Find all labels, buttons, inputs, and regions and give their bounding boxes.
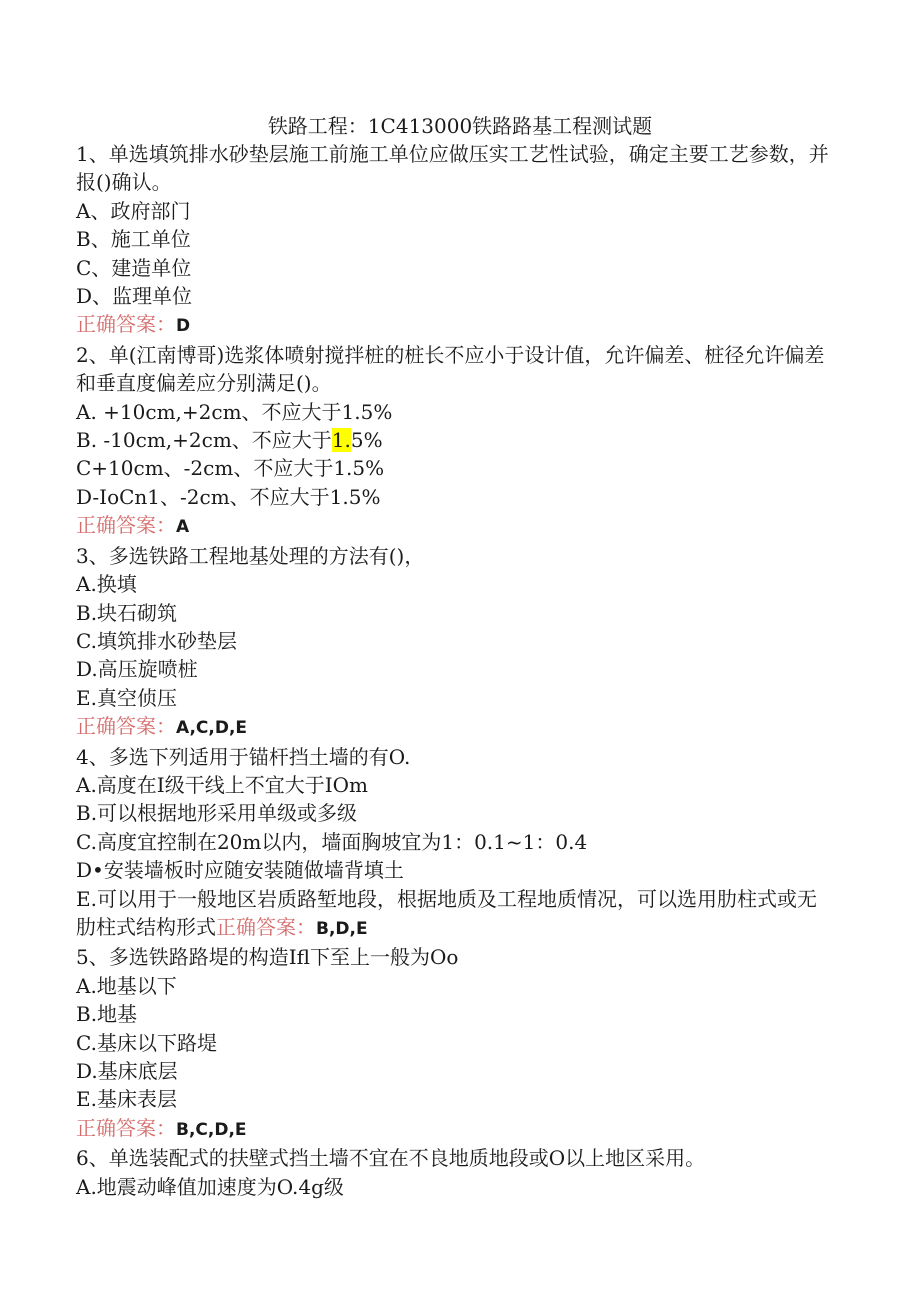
q1-answer-value: D xyxy=(176,316,191,337)
q3-option-a: A.换填 xyxy=(76,572,137,597)
q2-stem: 2、单(江南博哥)选浆体喷射搅拌桩的桩长不应小于设计值，允许偏差、桩径允许偏差和垂直度偏差应分别满足()。 xyxy=(76,342,825,396)
q2-option-b xyxy=(76,426,836,454)
q3-option-e: E.真空侦压 xyxy=(76,685,177,710)
q4-option-b: B.可以根据地形采用单级或多级 xyxy=(76,801,358,826)
q4-stem: 4、多选下列适用于锚杆挡土墙的有O. xyxy=(76,744,411,769)
q5-option-b: B.地基 xyxy=(76,1002,138,1027)
q1-option-c: C、建造单位 xyxy=(76,255,192,280)
q1-option-a: A、政府部门 xyxy=(76,198,191,223)
q2-option-b-text: B. -10cm,+2cm、不应大于 xyxy=(76,428,332,453)
q1-option-d: D、监理单位 xyxy=(76,284,193,309)
q3-option-c: C.填筑排水砂垫层 xyxy=(76,628,237,653)
q6-stem: 6、单选装配式的扶壁式挡土墙不宜在不良地质地段或O以上地区采用。 xyxy=(76,1146,706,1171)
q4-option-e: E.可以用于一般地区岩质路堑地段，根据地质及工程地质情况，可以选用肋柱式或无肋柱式结构形式 xyxy=(76,886,817,939)
q3-answer-label: 正确答案： xyxy=(76,714,176,739)
document-body xyxy=(76,140,836,1201)
q2-option-c: C+10cm、-2cm、不应大于1.5% xyxy=(76,456,385,481)
q1-answer xyxy=(76,310,836,340)
q5-option-c: C.基床以下路堤 xyxy=(76,1030,217,1055)
q5-answer xyxy=(76,1114,836,1144)
q2-answer xyxy=(76,511,836,541)
q1-option-b: B、施工单位 xyxy=(76,227,191,252)
q3-answer-value: A,C,D,E xyxy=(176,718,248,739)
q1-answer-label: 正确答案： xyxy=(76,312,176,337)
q2-answer-value: A xyxy=(176,517,190,538)
q3-answer xyxy=(76,712,836,742)
q5-stem: 5、多选铁路路堤的构造Ifl下至上一般为Oo xyxy=(76,945,459,970)
q4-option-d: D•安装墙板时应随安装随做墙背填土 xyxy=(76,858,404,883)
q4-answer-label: 正确答案： xyxy=(216,914,316,939)
q4-answer-value: B,D,E xyxy=(316,918,368,939)
q4-option-a: A.高度在I级干线上不宜大于IOm xyxy=(76,772,368,797)
q4-option-c: C.高度宜控制在20m以内，墙面胸坡宜为1：0.1~1：0.4 xyxy=(76,829,588,854)
document-title: 铁路工程：1C413000铁路路基工程测试题 xyxy=(267,114,653,138)
q2-option-d: D-IoCn1、-2cm、不应大于1.5% xyxy=(76,484,381,509)
q5-option-e: E.基床表层 xyxy=(76,1087,177,1112)
q2-option-b-tail: 5% xyxy=(350,428,383,453)
q3-stem: 3、多选铁路工程地基处理的方法有()， xyxy=(76,543,425,568)
q2-answer-label: 正确答案： xyxy=(76,513,176,538)
q5-answer-label: 正确答案： xyxy=(76,1115,176,1140)
q3-option-d: D.高压旋喷桩 xyxy=(76,657,198,682)
q5-answer-value: B,C,D,E xyxy=(176,1119,247,1140)
q5-option-d: D.基床底层 xyxy=(76,1059,178,1083)
q4-option-e-with-answer xyxy=(76,885,836,944)
q2-option-a: A. +10cm,+2cm、不应大于1.5% xyxy=(76,399,393,424)
q1-stem: 1、单选填筑排水砂垫层施工前施工单位应做压实工艺性试验，确定主要工艺参数，并报()确认。 xyxy=(76,142,829,195)
q5-option-a: A.地基以下 xyxy=(76,973,177,998)
q6-option-a: A.地震动峰值加速度为O.4g级 xyxy=(76,1174,344,1199)
q2-option-b-highlight: 1. xyxy=(331,428,351,453)
q3-option-b: B.块石砌筑 xyxy=(76,600,178,625)
